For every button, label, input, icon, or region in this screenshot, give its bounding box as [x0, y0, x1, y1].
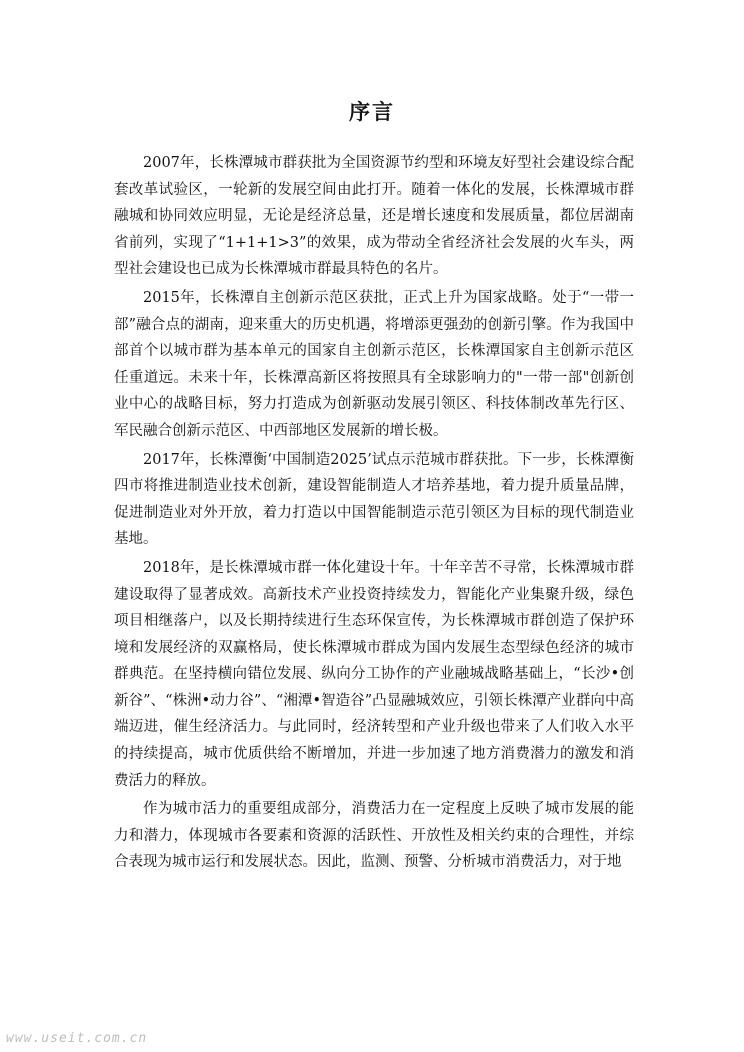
paragraph-2: 2015年，长株潭自主创新示范区获批，正式上升为国家战略。处于“一带一部”融合点的湖南，迎来重大的历史机遇，将增添更强劲的创新引擎。作为我国中部首个以城市群为基本单元的国家自主创新示范区，长株潭国家自主创新示范区任重道远。未来十年，长株潭高新区将按照具有全球影响力的"一带一部"创新创业中心的战略目标，努力打造成为创新驱动发展引领区、科技体制改革先行区、军民融合创新示范区、中西部地区发展新的增长极。 — [114, 289, 634, 439]
paragraph-1: 2007年，长株潭城市群获批为全国资源节约型和环境友好型社会建设综合配套改革试验区，一轮新的发展空间由此打开。随着一体化的发展，长株潭城市群融城和协同效应明显，无论是经济总量，还是增长速度和发展质量，都位居湖南省前列，实现了“1+1+1>3”的效果，成为带动全省经济社会发展的火车头，两型社会建设也已成为长株潭城市群最具特色的名片。 — [114, 155, 634, 278]
paragraph-4: 2018年，是长株潭城市群一体化建设十年。十年辛苦不寻常，长株潭城市群建设取得了显著成效。高新技术产业投资持续发力，智能化产业集聚升级，绿色项目相继落户，以及长期持续进行生态环保宣传，为长株潭城市群创造了保护环境和发展经济的双赢格局，使长株潭城市群成为国内发展生态型绿色经济的城市群典范。在坚持横向错位发展、纵向分工协作的产业融城战略基础上，“长沙•创新谷”、“株洲•动力谷”、“湘潭•智造谷”凸显融城效应，引领长株潭产业群向中高端迈进，催生经济活力。与此同时，经济转型和产业升级也带来了人们收入水平的持续提高，城市优质供给不断增加，并进一步加速了地方消费潜力的激发和消费活力的释放。 — [114, 559, 634, 789]
page-title: 序言 — [349, 100, 395, 124]
watermark-text: www.useit.com.cn — [6, 1031, 148, 1046]
paragraph-3: 2017年，长株潭衡‘中国制造2025’试点示范城市群获批。下一步，长株潭衡四市将推进制造业技术创新，建设智能制造人才培养基地，着力提升质量品牌，促进制造业对外开放，着力打造以中国智能制造示范引领区为目标的现代制造业基地。 — [114, 451, 634, 548]
body-text — [114, 150, 634, 878]
paragraph-5: 作为城市活力的重要组成部分，消费活力在一定程度上反映了城市发展的能力和潜力，体现城市各要素和资源的活跃性、开放性及相关约束的合理性，并综合表现为城市运行和发展状态。因此，监测、预警、分析城市消费活力，对于地 — [114, 801, 634, 871]
